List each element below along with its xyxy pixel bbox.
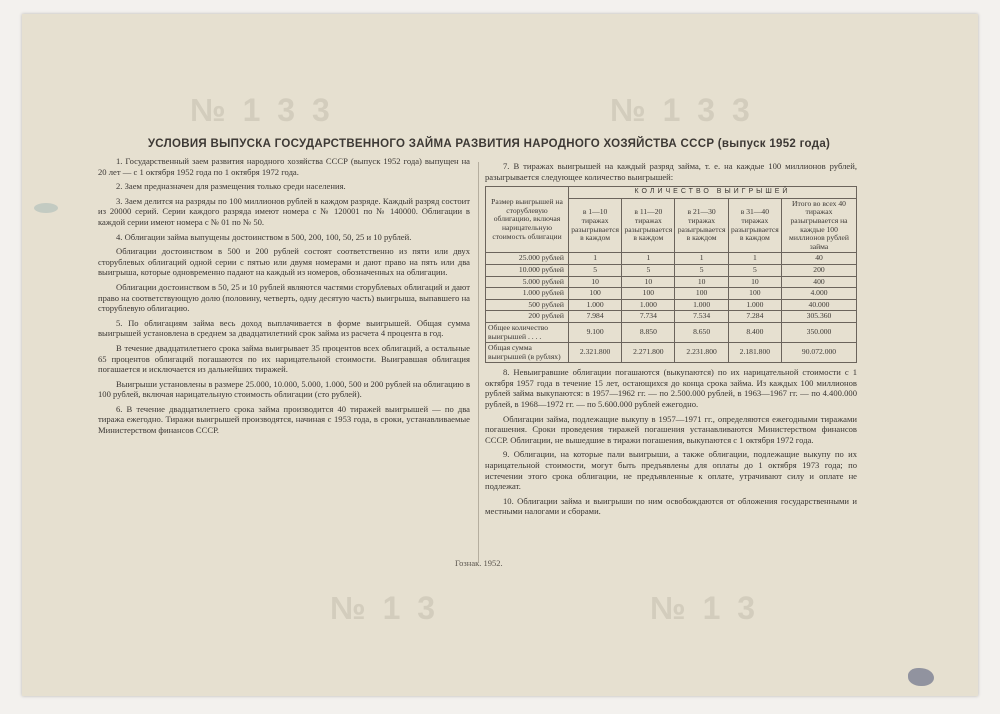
paragraph: 7. В тиражах выигрышей на каждый разряд займа, т. е. на каждые 100 миллионов рублей, разыгрывается следующее количество выигрышей:: [485, 161, 857, 182]
row-label: 10.000 рублей: [486, 264, 569, 276]
cell: 5: [728, 264, 781, 276]
row-label: 5.000 рублей: [486, 276, 569, 288]
cell: 1: [569, 253, 622, 265]
prize-count-group-header: КОЛИЧЕСТВО ВЫИГРЫШЕЙ: [569, 187, 857, 199]
row-label: 500 рублей: [486, 299, 569, 311]
cell: 40: [782, 253, 857, 265]
table-row: [486, 299, 857, 311]
cell: 7.284: [728, 311, 781, 323]
table-row: [486, 276, 857, 288]
table-total-sum-row: [486, 343, 857, 363]
ink-stamp-mark: [908, 668, 934, 686]
cell: 100: [569, 288, 622, 300]
column-divider: [478, 162, 479, 562]
cell: 5: [569, 264, 622, 276]
cell: 2.321.800: [569, 343, 622, 363]
column-header: в 21—30 тиражах разыгрывается в каждом: [675, 198, 728, 253]
cell: 305.360: [782, 311, 857, 323]
conditions-left-column: [98, 156, 470, 440]
table-row: [486, 288, 857, 300]
cell: 8.650: [675, 322, 728, 342]
row-label: Общее количество выигрышей . . . .: [486, 322, 569, 342]
document-title: УСЛОВИЯ ВЫПУСКА ГОСУДАРСТВЕННОГО ЗАЙМА РАЗВИТИЯ НАРОДНОГО ХОЗЯЙСТВА СССР (выпуск 1952 года): [147, 138, 831, 150]
cell: 1.000: [675, 299, 728, 311]
paragraph: 9. Облигации, на которые пали выигрыши, а также облигации, подлежащие выкупу по их нарицательной стоимости, могут быть предъявлены для оплаты до 1 октября 1973 года; по истечении этого срока облигации, не предъявленные к оплате, утрачивают силу и оплате не подлежат.: [485, 449, 857, 492]
paragraph: В течение двадцатилетнего срока займа выигрывает 35 процентов всех облигаций, а остальные 65 процентов облигаций погашаются по их нарицательной стоимости. Выигравшая облигация погашается и исключается из дальнейших тиражей.: [98, 342, 470, 375]
conditions-right-column: [485, 161, 857, 521]
paragraph: 2. Заем предназначен для размещения только среди населения.: [116, 181, 346, 192]
bleed-through-number-top-right: № 1 3 3: [610, 92, 754, 128]
paragraph: 1. Государственный заем развития народного хозяйства СССР (выпуск 1952 года) выпущен на 20 лет — с 1 октября 1952 года по 1 октября 1972 года.: [98, 156, 470, 177]
cell: 7.984: [569, 311, 622, 323]
cell: 10: [569, 276, 622, 288]
prize-table: [485, 186, 857, 363]
column-header: Итого во всех 40 тиражах разыгрывается на каждые 100 миллионов рублей займа: [782, 198, 857, 253]
row-label: Общая сумма выигрышей (в рублях): [486, 343, 569, 363]
column-header: в 11—20 тиражах разыгрывается в каждом: [622, 198, 675, 253]
cell: 1: [728, 253, 781, 265]
cell: 5: [675, 264, 728, 276]
cell: 400: [782, 276, 857, 288]
ink-smudge: [34, 203, 58, 213]
row-label: 25.000 рублей: [486, 253, 569, 265]
column-header: в 31—40 тиражах разыгрывается в каждом: [728, 198, 781, 253]
cell: 40.000: [782, 299, 857, 311]
printer-imprint: Гознак. 1952.: [455, 558, 503, 568]
cell: 10: [675, 276, 728, 288]
cell: 2.181.800: [728, 343, 781, 363]
cell: 1: [675, 253, 728, 265]
bleed-through-number-bottom-left: № 1 3: [330, 590, 440, 626]
paragraph: 4. Облигации займа выпущены достоинством в 500, 200, 100, 50, 25 и 10 рублей.: [116, 231, 412, 242]
column-header: в 1—10 тиражах разыгрывается в каждом: [569, 198, 622, 253]
cell: 10: [728, 276, 781, 288]
cell: 1.000: [622, 299, 675, 311]
bleed-through-number-bottom-right: № 1 3: [650, 590, 760, 626]
row-label: 1.000 рублей: [486, 288, 569, 300]
paragraph: 3. Заем делится на разряды по 100 миллионов рублей в каждом разряде. Каждый разряд состоит из 20000 серий. Серии каждого разряда имеют номера с № 120001 по № 140000. Облигации в каждой серии имеют номера с № 01 по № 50.: [98, 195, 470, 227]
cell: 1.000: [728, 299, 781, 311]
paragraph: 10. Облигации займа и выигрыши по ним освобождаются от обложения государственными и местными налогами и сборами.: [485, 495, 857, 517]
table-row: [486, 311, 857, 323]
cell: 2.231.800: [675, 343, 728, 363]
table-row: [486, 253, 857, 265]
paragraph: Облигации достоинством в 50, 25 и 10 рублей являются частями сторублевых облигаций и дают право на соответствующую долю (половину, четверть, одну десятую часть) выигрыша, выпавшего на сторублевую облигацию.: [98, 281, 470, 314]
cell: 1.000: [569, 299, 622, 311]
cell: 350.000: [782, 322, 857, 342]
table-total-count-row: [486, 322, 857, 342]
cell: 4.000: [782, 288, 857, 300]
table-row: [486, 264, 857, 276]
cell: 90.072.000: [782, 343, 857, 363]
cell: 7.534: [675, 311, 728, 323]
paragraph: 6. В течение двадцатилетнего срока займа производится 40 тиражей выигрышей — по два тиража ежегодно. Тиражи выигрышей производятся, начиная с 1953 года, в сроки, устанавливаемые Министерством финансов СССР.: [98, 403, 470, 436]
cell: 10: [622, 276, 675, 288]
paragraph: Облигации займа, подлежащие выкупу в 1957—1971 гг., определяются ежегодными тиражами погашения. Сроки проведения тиражей погашения устанавливаются Министерством финансов СССР. Облигации, не вышедшие в тиражи погашения, выкупаются с 1 октября 1972 года.: [485, 413, 857, 445]
cell: 100: [675, 288, 728, 300]
paragraph: Выигрыши установлены в размере 25.000, 10.000, 5.000, 1.000, 500 и 200 рублей на облигацию в 100 рублей, включая нарицательную стоимость облигации (сто рублей).: [98, 378, 470, 400]
row-label: 200 рублей: [486, 311, 569, 323]
cell: 1: [622, 253, 675, 265]
cell: 100: [622, 288, 675, 300]
cell: 2.271.800: [622, 343, 675, 363]
prize-size-header: Размер выигрышей на сторублевую облигацию, включая нарицательную стоимость облигации: [486, 187, 569, 253]
paragraph: 8. Невыигравшие облигации погашаются (выкупаются) по их нарицательной стоимости с 1 октября 1957 года в течение 15 лет, остающихся до конца срока займа. Из каждых 100 миллионов рублей займа выкупаются: в 1957—1962 гг. — по 2.500.000 рублей, в 1963—1967 гг. — по 4.400.000 рублей, в 1968—1972 гг. — по 5.600.000 рублей ежегодно.: [485, 367, 857, 410]
paragraph: Облигации достоинством в 500 и 200 рублей состоят соответственно из пяти или двух сторублевых облигаций одной серии с пятью или двумя номерами и дают право на пять или два выигрыша, которые одновременно падают на каждый из номеров, обозначенных на облигации.: [98, 246, 470, 278]
paragraph: 5. По облигациям займа весь доход выплачивается в форме выигрышей. Общая сумма выигрышей установлена в среднем за двадцатилетний срок займа из расчета 4 процента в год.: [98, 317, 470, 339]
cell: 200: [782, 264, 857, 276]
cell: 7.734: [622, 311, 675, 323]
cell: 9.100: [569, 322, 622, 342]
cell: 8.400: [728, 322, 781, 342]
cell: 100: [728, 288, 781, 300]
cell: 8.850: [622, 322, 675, 342]
cell: 5: [622, 264, 675, 276]
bleed-through-number-top-left: № 1 3 3: [190, 92, 334, 128]
